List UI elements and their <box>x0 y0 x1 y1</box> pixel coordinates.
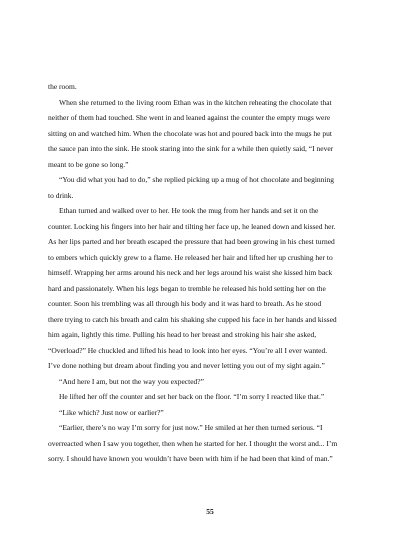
text-line: counter. Soon his trembling was all through his body and it was hard to breath. As he stood <box>48 299 322 308</box>
text-line: sitting on and watched him. When the chocolate was hot and poured back into the mugs he put <box>48 128 332 138</box>
text-line: I’ve done nothing but dream about finding you and never letting you out of my sight again.” <box>48 361 325 370</box>
paragraph <box>48 79 374 95</box>
text-line: “Like which? Just now or earlier?” <box>59 407 164 417</box>
paragraph <box>48 389 374 405</box>
page-number: 55 <box>206 507 214 516</box>
text-line: overreacted when I saw you together, then when he started for her. I thought the worst and... I’m <box>48 438 338 448</box>
paragraph <box>48 405 374 421</box>
paragraph <box>48 172 374 203</box>
text-line: the sauce pan into the sink. He stook staring into the sink for a while then quietly said, “I never <box>48 144 334 153</box>
text-line: Ethan turned and walked over to her. He took the mug from her hands and set it on the <box>59 206 319 215</box>
text-line: sorry. I should have known you wouldn’t have been with him if he had been that kind of man.” <box>48 454 333 463</box>
text-line: “Overload?” He chuckled and lifted his head to look into her eyes. “You’re all I ever wanted. <box>48 345 328 355</box>
text-line: “Earlier, there’s no way I’m sorry for just now.” He smiled at her then turned serious. “I <box>59 423 323 432</box>
paragraph <box>48 95 374 173</box>
text-line: counter. Locking his fingers into her hair and tilting her face up, he leaned down and kissed her. <box>48 221 336 231</box>
text-line: him again, lightly this time. Pulling his head to her breast and stroking his hair she asked, <box>48 330 317 339</box>
text-line: himself. Wrapping her arms around his neck and her legs around his waist she kissed him back <box>48 268 333 277</box>
text-line: neither of them had touched. She went in and leaned against the counter the empty mugs were <box>48 113 331 122</box>
body-text <box>48 79 374 467</box>
text-line: “You did what you had to do,” she replied picking up a mug of hot chocolate and beginning <box>59 175 335 184</box>
text-line: the room. <box>48 82 77 91</box>
paragraph <box>48 420 374 467</box>
paragraph <box>48 374 374 390</box>
text-line: there trying to catch his breath and calm his shaking she cupped his face in her hands and kissed <box>48 314 337 324</box>
paragraph <box>48 203 374 374</box>
text-line: to drink. <box>48 190 74 200</box>
text-line: He lifted her off the counter and set her back on the floor. “I’m sorry I reacted like that.” <box>59 392 325 401</box>
text-line: As her lips parted and her breath escaped the pressure that had been growing in his chest turned <box>48 237 335 246</box>
text-line: meant to be gone so long.” <box>48 159 129 169</box>
text-line: to embers which quickly grew to a flame. He released her hair and lifted her up crushing her to <box>48 252 333 262</box>
text-line: When she returned to the living room Ethan was in the kitchen reheating the chocolate that <box>59 97 332 107</box>
text-line: “And here I am, but not the way you expected?” <box>59 376 204 386</box>
text-line: hard and passionately. When his legs began to tremble he released his hold setting her on the <box>48 283 326 293</box>
